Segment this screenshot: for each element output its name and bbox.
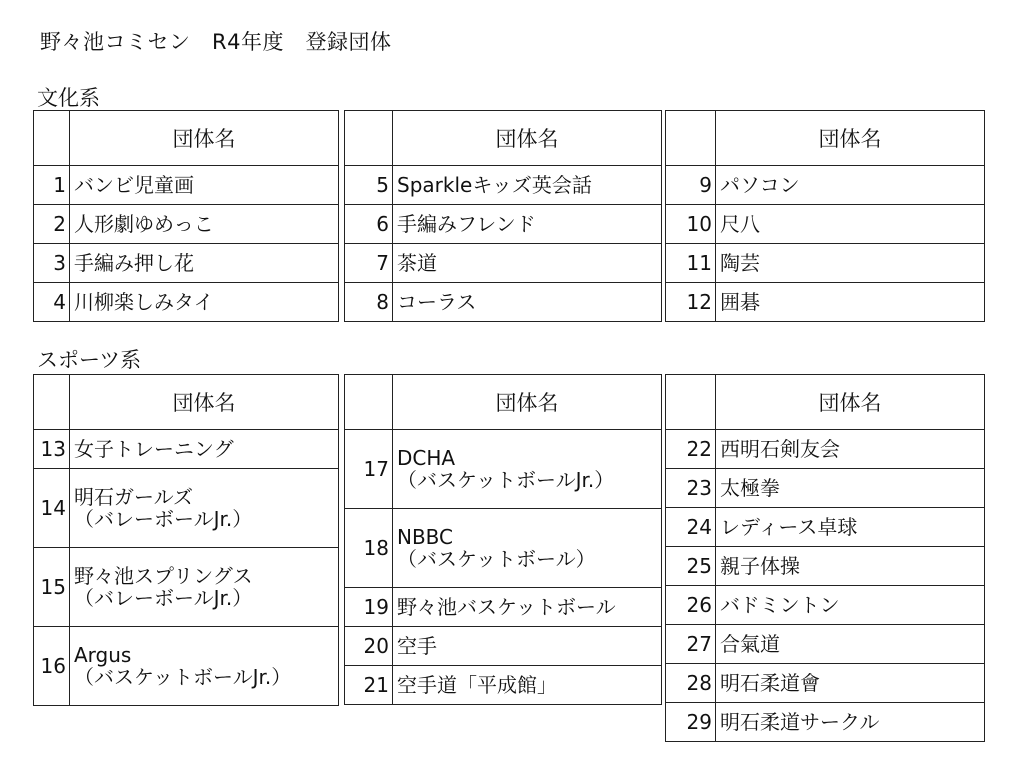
group-name: コーラス [393,283,662,322]
table-row [666,283,985,322]
table-row [666,508,985,547]
culture-table-2 [344,110,662,322]
table-row [34,283,339,322]
group-number: 9 [666,166,716,205]
group-number: 26 [666,586,716,625]
group-number: 5 [345,166,393,205]
group-name-cell [70,469,339,548]
group-number: 10 [666,205,716,244]
group-number: 20 [345,627,393,666]
table-row [34,244,339,283]
group-number: 19 [345,588,393,627]
table-row [345,430,662,509]
table-row [345,205,662,244]
group-name: 明石柔道會 [716,664,985,703]
page-title: 野々池コミセン R4年度 登録団体 [40,30,392,54]
group-name: Sparkleキッズ英会話 [393,166,662,205]
group-name: Argus [74,643,132,667]
table-row [345,283,662,322]
table-row [666,703,985,742]
group-name: 野々池スプリングス [74,564,253,588]
table-row [666,586,985,625]
header-name-cell: 団体名 [70,375,339,430]
section-heading-culture: 文化系 [37,86,100,110]
group-name: 空手道「平成館」 [393,666,662,705]
group-name: 尺八 [716,205,985,244]
table-row [34,430,339,469]
group-number: 17 [345,430,393,509]
group-name: NBBC [397,525,454,549]
group-number: 8 [345,283,393,322]
table-row [666,166,985,205]
group-name-cell [70,627,339,706]
group-name: 囲碁 [716,283,985,322]
table-row [666,244,985,283]
header-number-cell [345,375,393,430]
group-number: 6 [345,205,393,244]
header-name-cell: 団体名 [716,375,985,430]
group-number: 2 [34,205,70,244]
group-name: 空手 [393,627,662,666]
group-category: （バレーボールJr.） [74,586,253,610]
group-number: 1 [34,166,70,205]
sports-table-3 [665,374,985,742]
table-row [34,469,339,548]
section-heading-sports: スポーツ系 [37,348,142,372]
header-number-cell [666,375,716,430]
group-name: 手編み押し花 [70,244,339,283]
table-row [34,548,339,627]
header-number-cell [345,111,393,166]
header-number-cell [666,111,716,166]
group-number: 11 [666,244,716,283]
table-row [345,666,662,705]
group-name: 明石柔道サークル [716,703,985,742]
group-name-cell [393,509,662,588]
group-name: 西明石剣友会 [716,430,985,469]
group-name: 人形劇ゆめっこ [70,205,339,244]
group-name: バドミントン [716,586,985,625]
group-number: 24 [666,508,716,547]
table-row [666,469,985,508]
group-name: 茶道 [393,244,662,283]
table-row [34,166,339,205]
group-number: 18 [345,509,393,588]
table-row [345,166,662,205]
table-row [345,588,662,627]
sports-table-1 [33,374,339,706]
group-number: 23 [666,469,716,508]
header-name-cell: 団体名 [70,111,339,166]
table-row [34,205,339,244]
group-name-cell [70,548,339,627]
group-number: 22 [666,430,716,469]
table-row [666,205,985,244]
group-name: レディース卓球 [716,508,985,547]
group-name: 太極拳 [716,469,985,508]
group-name: パソコン [716,166,985,205]
group-category: （バスケットボール） [397,547,596,571]
group-category: （バスケットボールJr.） [74,665,292,689]
header-name-cell: 団体名 [393,111,662,166]
table-row [345,244,662,283]
header-number-cell [34,375,70,430]
group-number: 25 [666,547,716,586]
group-number: 12 [666,283,716,322]
group-name: バンビ児童画 [70,166,339,205]
group-name-cell [393,430,662,509]
group-name: 手編みフレンド [393,205,662,244]
group-number: 7 [345,244,393,283]
group-number: 4 [34,283,70,322]
header-name-cell: 団体名 [716,111,985,166]
culture-table-1 [33,110,339,322]
table-row [666,664,985,703]
table-row [666,430,985,469]
group-number: 21 [345,666,393,705]
table-row [345,627,662,666]
group-number: 16 [34,627,70,706]
group-name: DCHA [397,446,456,470]
header-number-cell [34,111,70,166]
table-row [666,625,985,664]
table-row [34,627,339,706]
culture-table-3 [665,110,985,322]
group-number: 14 [34,469,70,548]
group-number: 29 [666,703,716,742]
group-category: （バスケットボールJr.） [397,468,615,492]
group-name: 川柳楽しみタイ [70,283,339,322]
sports-table-2 [344,374,662,705]
group-name: 女子トレーニング [70,430,339,469]
group-category: （バレーボールJr.） [74,507,253,531]
group-number: 13 [34,430,70,469]
group-number: 27 [666,625,716,664]
table-row [345,509,662,588]
header-name-cell: 団体名 [393,375,662,430]
table-row [666,547,985,586]
group-name: 野々池バスケットボール [393,588,662,627]
group-name: 明石ガールズ [74,485,193,509]
group-number: 15 [34,548,70,627]
group-number: 28 [666,664,716,703]
group-name: 合氣道 [716,625,985,664]
group-number: 3 [34,244,70,283]
group-name: 陶芸 [716,244,985,283]
group-name: 親子体操 [716,547,985,586]
